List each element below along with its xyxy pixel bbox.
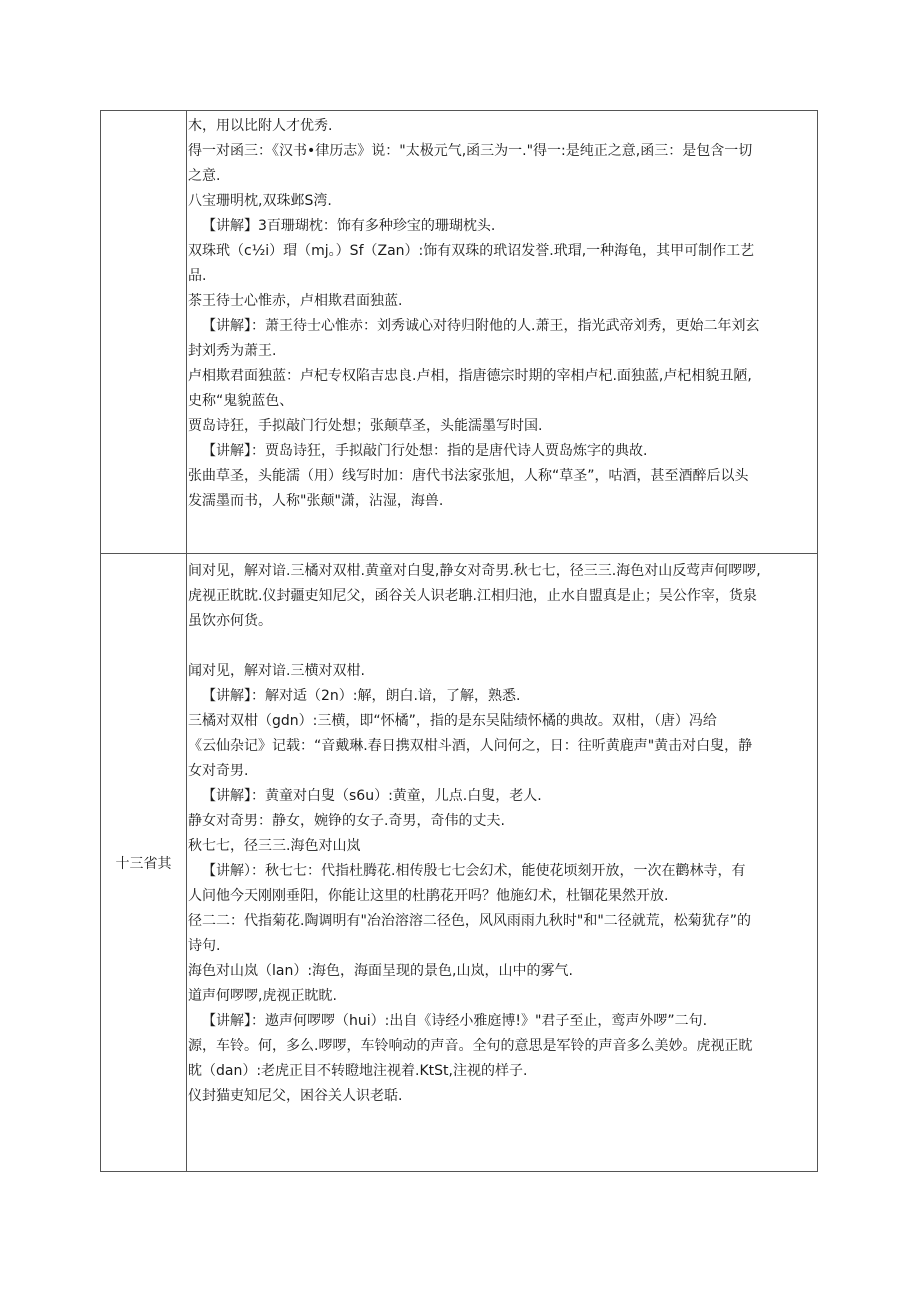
text-line: 虽饮亦何货。: [188, 613, 272, 629]
row-label: 十三省其: [115, 855, 172, 872]
text-line: 眈（dan）:老虎正目不转瞪地注视着.KtSt,注视的样子.: [188, 1063, 528, 1079]
text-lines: [188, 111, 813, 511]
row-content-cell: [188, 111, 813, 553]
text-line: 【讲解】：遨声何啰啰（hui）:出自《诗经小雅庭博!》"君子至止，鸾声外啰”二句.: [202, 1013, 708, 1029]
text-line: 【讲解】：贾岛诗狂，手拟敲门行处想：指的是唐代诗人贾岛炼字的典故.: [202, 443, 648, 459]
text-line: 发濡墨而书，人称"张颠"潇，沾湿，海兽.: [188, 493, 444, 509]
text-line: 海色对山岚（lan）:海色，海面呈现的景色,山岚，山中的雾气.: [188, 963, 573, 979]
text-line: 封刘秀为萧王.: [188, 343, 277, 359]
text-line: 径二二：代指菊花.陶调明有"冶治溶溶二径色，风风雨雨九秋时"和"二径就荒，松菊犹存”的: [188, 913, 752, 929]
text-line: 八宝珊明枕,双珠邺S湾.: [188, 193, 332, 209]
table-row: [101, 111, 817, 554]
text-line: 张曲草圣，头能濡（用）线写时加：唐代书法家张旭，人称“草圣”，咕酒，甚至酒醉后以头: [188, 468, 749, 484]
text-line: 闻对见，解对谙.三横对双柑.: [188, 663, 365, 679]
text-line: 三橘对双柑（gdn）:三横，即“怀橘”，指的是东吴陆绩怀橘的典故。双柑，（唐）冯给: [188, 713, 717, 729]
text-line: 茶王待士心惟赤，卢相欺君面独蓝.: [188, 293, 403, 309]
text-line: 静女对奇男：静女，婉铮的女子.奇男，奇伟的丈夫.: [188, 813, 505, 829]
row-label-cell: [101, 554, 187, 1171]
row-label-cell: [101, 111, 187, 553]
text-line: 诗句.: [188, 938, 221, 954]
text-line: 道声何啰啰,虎视正眈眈.: [188, 988, 337, 1004]
text-line: 虎视正眈眈.仪封疆吏知尼父，函谷关人识老聃.江相归池，止水自盟真是止；吴公作宰，货泉: [188, 588, 757, 604]
text-line: 【讲解】：解对适（2n）:解，朗白.谙，了解，熟悉.: [202, 688, 521, 704]
text-line: 木，用以比附人才优秀.: [188, 118, 333, 134]
text-line: 贾岛诗狂，手拟敲门行处想；张颠草圣，头能濡墨写时国.: [188, 418, 543, 434]
text-line: 源，车铃。何，多么.啰啰，车铃响动的声音。全句的意思是军铃的声音多么美妙。虎视正眈: [188, 1038, 753, 1054]
table-row: [101, 554, 817, 1171]
text-line: 双珠玳（c½i）瑁（mj。）Sf（Zan）:饰有双珠的玳诏发誉.玳瑁,一种海龟，其甲可制作工艺: [188, 243, 755, 259]
text-line: 史称“鬼貌蓝色、: [188, 393, 294, 409]
text-line: 得一对函三：《汉书•律历志》说："太极元气,函三为一."得一:是纯正之意,函三：是包含一切: [188, 143, 753, 159]
text-line: 【讲解）：秋七七：代指杜腾花.相传殷七七会幻术，能使花顷刻开放，一次在鹳林寺，有: [202, 863, 746, 879]
text-line: 【讲解】：黄童对白叟（s6u）:黄童，儿点.白叟，老人.: [202, 788, 542, 804]
text-line: 间对见，解对谙.三橘对双柑.黄童对白叟,静女对奇男.秋七七，径三三.海色对山反莺声何啰啰,: [188, 563, 761, 579]
text-lines: [188, 554, 813, 1106]
text-line: 品.: [188, 268, 207, 284]
row-content-cell: [188, 554, 813, 1171]
content-table: [100, 110, 818, 1172]
text-line: 卢相欺君面独蓝：卢杞专权陷吉忠良.卢相，指唐德宗时期的宰相卢杞.面独蓝,卢杞相貌丑陋,: [188, 368, 752, 384]
text-line: [188, 637, 813, 656]
text-line: 人问他今天刚刚垂阳，你能让这里的杜鹃花开吗？他施幻术，杜锢花果然开放.: [188, 888, 669, 904]
text-line: 【讲解】3百珊瑚枕：饰有多种珍宝的珊瑚枕头.: [202, 218, 496, 234]
text-line: 《云仙杂记》记载：“音戴琳.春日携双柑斗酒，人问何之，日：往听黄鹿声"黄击对白叟，静: [188, 738, 753, 754]
text-line: 秋七七，径三三.海色对山岚: [188, 838, 361, 854]
text-line: 【讲解】：萧王待士心惟赤：刘秀诚心对待归附他的人.萧王，指光武帝刘秀，更始二年刘玄: [202, 318, 760, 334]
text-line: 仪封猫吏知尼父，困谷关人识老聒.: [188, 1088, 403, 1104]
text-line: 女对奇男.: [188, 763, 249, 779]
text-line: 之意.: [188, 168, 221, 184]
